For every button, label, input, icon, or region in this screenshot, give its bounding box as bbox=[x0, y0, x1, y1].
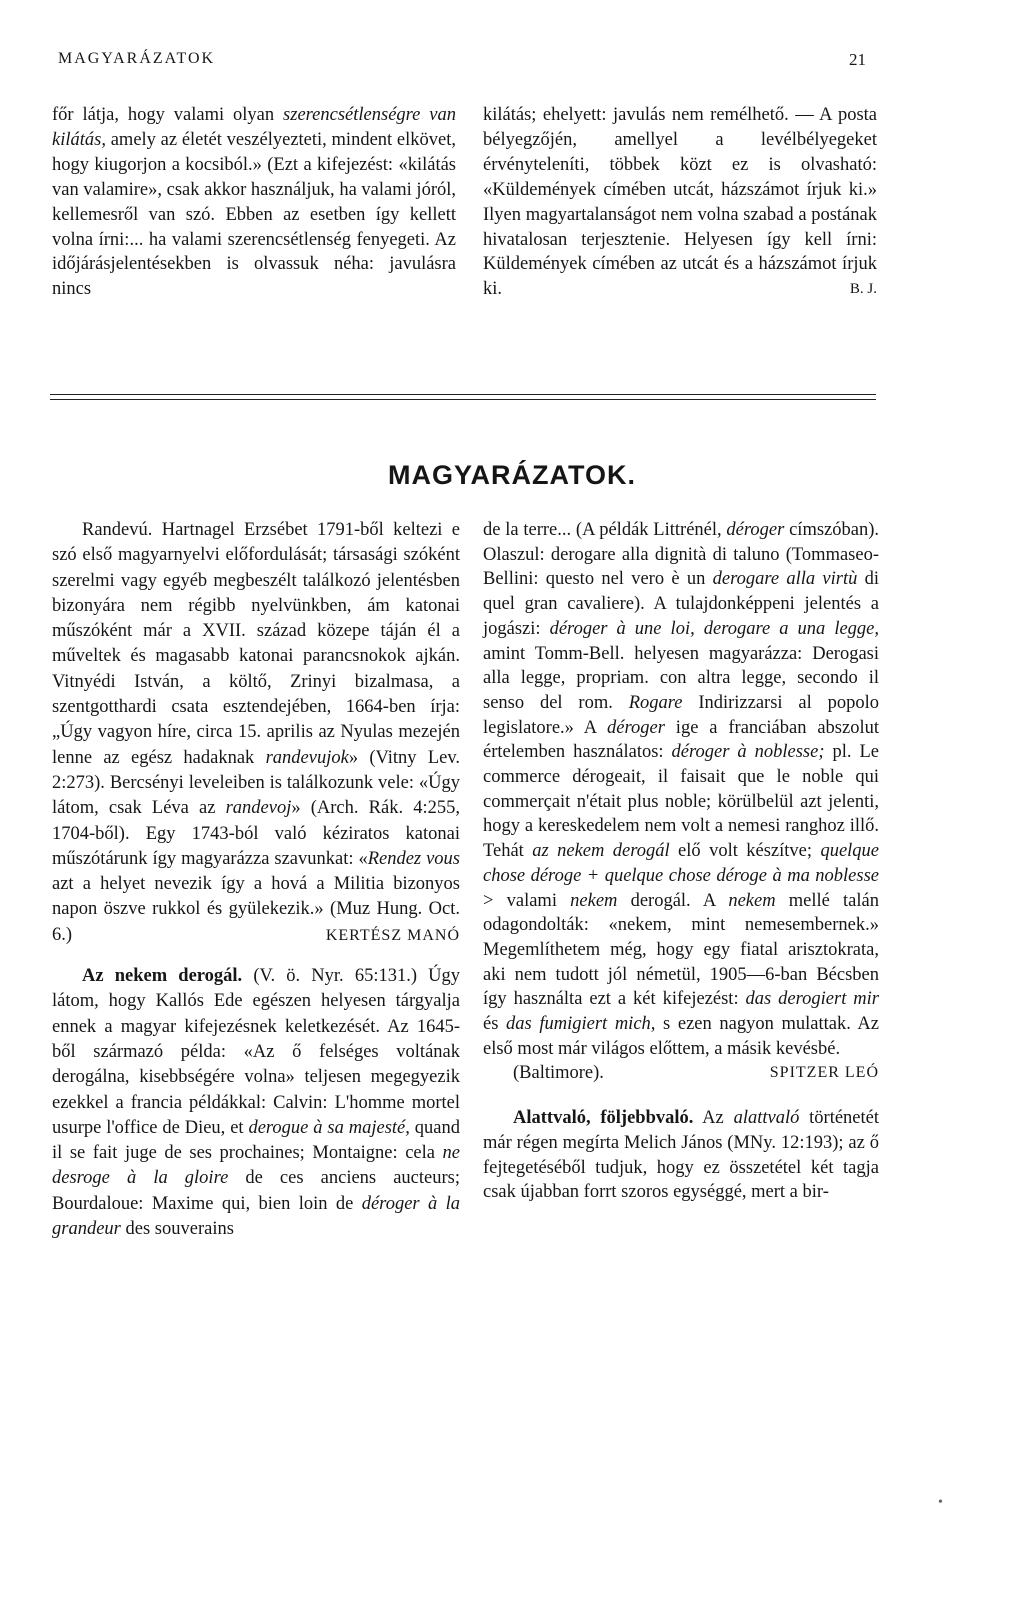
article-alattvalo: Alattvaló, följebbvaló. Az alattvaló történetét már régen megírta Melich János (MNy. 12:193); az ő fejtegetéséből tudjuk, hogy ez összetétel két tagja csak újabban forrt szoros egységgé, mert a bir- bbox=[483, 1108, 879, 1203]
running-header bbox=[58, 50, 866, 80]
article-heading: Alattvaló, följebbvaló. bbox=[513, 1108, 694, 1129]
signature-bj: B. J. bbox=[849, 281, 877, 298]
top-left-column bbox=[52, 103, 456, 302]
divider-rule-lower bbox=[50, 399, 876, 400]
top-left-paragraph: főr látja, hogy valami olyan szerencsétlenségre van kilátás, amely az életét veszélyezteti, mindent elkövet, hogy kiugorjon a kocsiból.» (Ezt a kifejezést: «kilátás van valamire», csak akkor használjuk, ha valami jóról, kellemesről van szó. Ebben az esetben így kellett volna írni:... ha valami szerencsétlenség fenyegeti. Az időjárásjelentésekben is olvassuk néha: javulásra nincs bbox=[52, 105, 457, 300]
article-derogal: Az nekem derogál. (V. ö. Nyr. 65:131.) Úgy látom, hogy Kallós Ede egészen helyesen tárgyalja ennek a magyar kifejezésnek keletkezését. Az 1645-ből származó példa: «Az ő felséges voltának derogálna, kisebbségére volna» teljesen megegyezik ezekkel a francia példákkal: Calvin: L'homme mortel usurpe l'office de Dieu, et derogue à sa majesté, quand il se fait juge de ses prochaines; Montaigne: cela ne desroge à la gloire de ces anciens aucteurs; Bourdaloue: Maxime qui, bien loin de déroger à la grandeur des souverains bbox=[52, 966, 461, 1240]
signature-line-spitzer bbox=[483, 1061, 879, 1086]
article-heading: Randevú. bbox=[82, 520, 153, 540]
page-mark: • bbox=[938, 1495, 943, 1510]
right-column bbox=[483, 518, 879, 1205]
author-spitzer: SPITZER LEÓ bbox=[769, 1064, 879, 1082]
running-title: MAGYARÁZATOK bbox=[58, 50, 216, 67]
top-right-column bbox=[483, 103, 877, 302]
author-kertesz: KERTÉSZ MANÓ bbox=[325, 926, 460, 944]
article-heading: Az nekem derogál. bbox=[82, 966, 243, 987]
left-column bbox=[52, 518, 460, 1242]
article-derogal-continued: de la terre... (A példák Littrénél, déroger címszóban). Olaszul: derogare alla dignità di taluno (Tommaseo-Bellini: questo nel vero è un derogare alla virtù di quel gran cavaliere). A tulajdonképpeni jelentés a jogászi: déroger à une loi, derogare a una legge, amint Tomm-Bell. helyesen magyarázza: Derogasi alla legge, propriam. con altra legge, secondo il senso del rom. Rogare Indirizzarsi al popolo legislatore.» A déroger ige a franciában abszolut értelemben használatos: déroger à noblesse; pl. Le commerce dérogeait, il faisait que le noble qui commerçait n'était plus noble; körülbelül azt jelenti, hogy a kereskedelem nem volt a nemesi ranghoz illő. Tehát az nekem derogál elő volt készítve; quelque chose déroge + quelque chose déroge à ma noblesse > valami nekem derogál. A nekem mellé talán odagondolták: «nekem, mint nemesembernek.» Megemlíthetem még, hogy egy fiatal arisztokrata, aki nem tudott jól németül, 1905—6-ban Bécsben így használta ezt a két kifejezést: das derogiert mir és das fumigiert mich, s ezen nagyon mulattak. Az első most már világos előttem, a másik kevésbé. bbox=[483, 520, 880, 1059]
top-right-paragraph: kilátás; ehelyett: javulás nem remélhető. — A posta bélyegzőjén, amellyel a levélbélyegeket érvényteleníti, többek közt ez is olvasható: «Küldemények címében utcát, házszámot írjuk ki.» Ilyen magyartalanságot nem volna szabad a postának hivatalosan terjesztenie. Helyesen így kell írni: Küldemények címében az utcát és a házszámot írjuk ki. bbox=[483, 105, 877, 300]
page-number: 21 bbox=[849, 50, 866, 69]
divider-rule-upper bbox=[50, 394, 876, 395]
section-title: MAGYARÁZATOK. bbox=[387, 460, 636, 490]
place-baltimore: (Baltimore). bbox=[513, 1063, 604, 1084]
article-randevu: Randevú. Hartnagel Erzsébet 1791-ből keltezi e szó első magyarnyelvi előfordulását; társasági szóként szerelmi vagy egyéb megbeszélt találkozó jelentésben bizonyára nem régibb nyelvünkben, ám katonai műszóként már a XVII. század közepe táján él a műveltek és magasabb katonai parancsnokok ajkán. Vitnyédi István, a költő, Zrinyi bizalmasa, a szentgotthardi csata esztendejében, 1664-ben írja: „Úgy vagyon híre, circa 15. aprilis az Nyulas mezején lenne az egész hadaknak randevujok» (Vitny Lev. 2:273). Bercsényi leveleiben is találkozunk vele: «Úgy látom, csak Léva az randevoj» (Arch. Rák. 4:255, 1704-ből). Egy 1743-ból való kéziratos katonai műszótárunk így magyarázza szavunkat: «Rendez vous azt a helyet nevezik így a hová a Militia bizonyos napon öszve rukkol és gyülekezik.» (Muz Hung. Oct. 6.) bbox=[52, 520, 460, 945]
